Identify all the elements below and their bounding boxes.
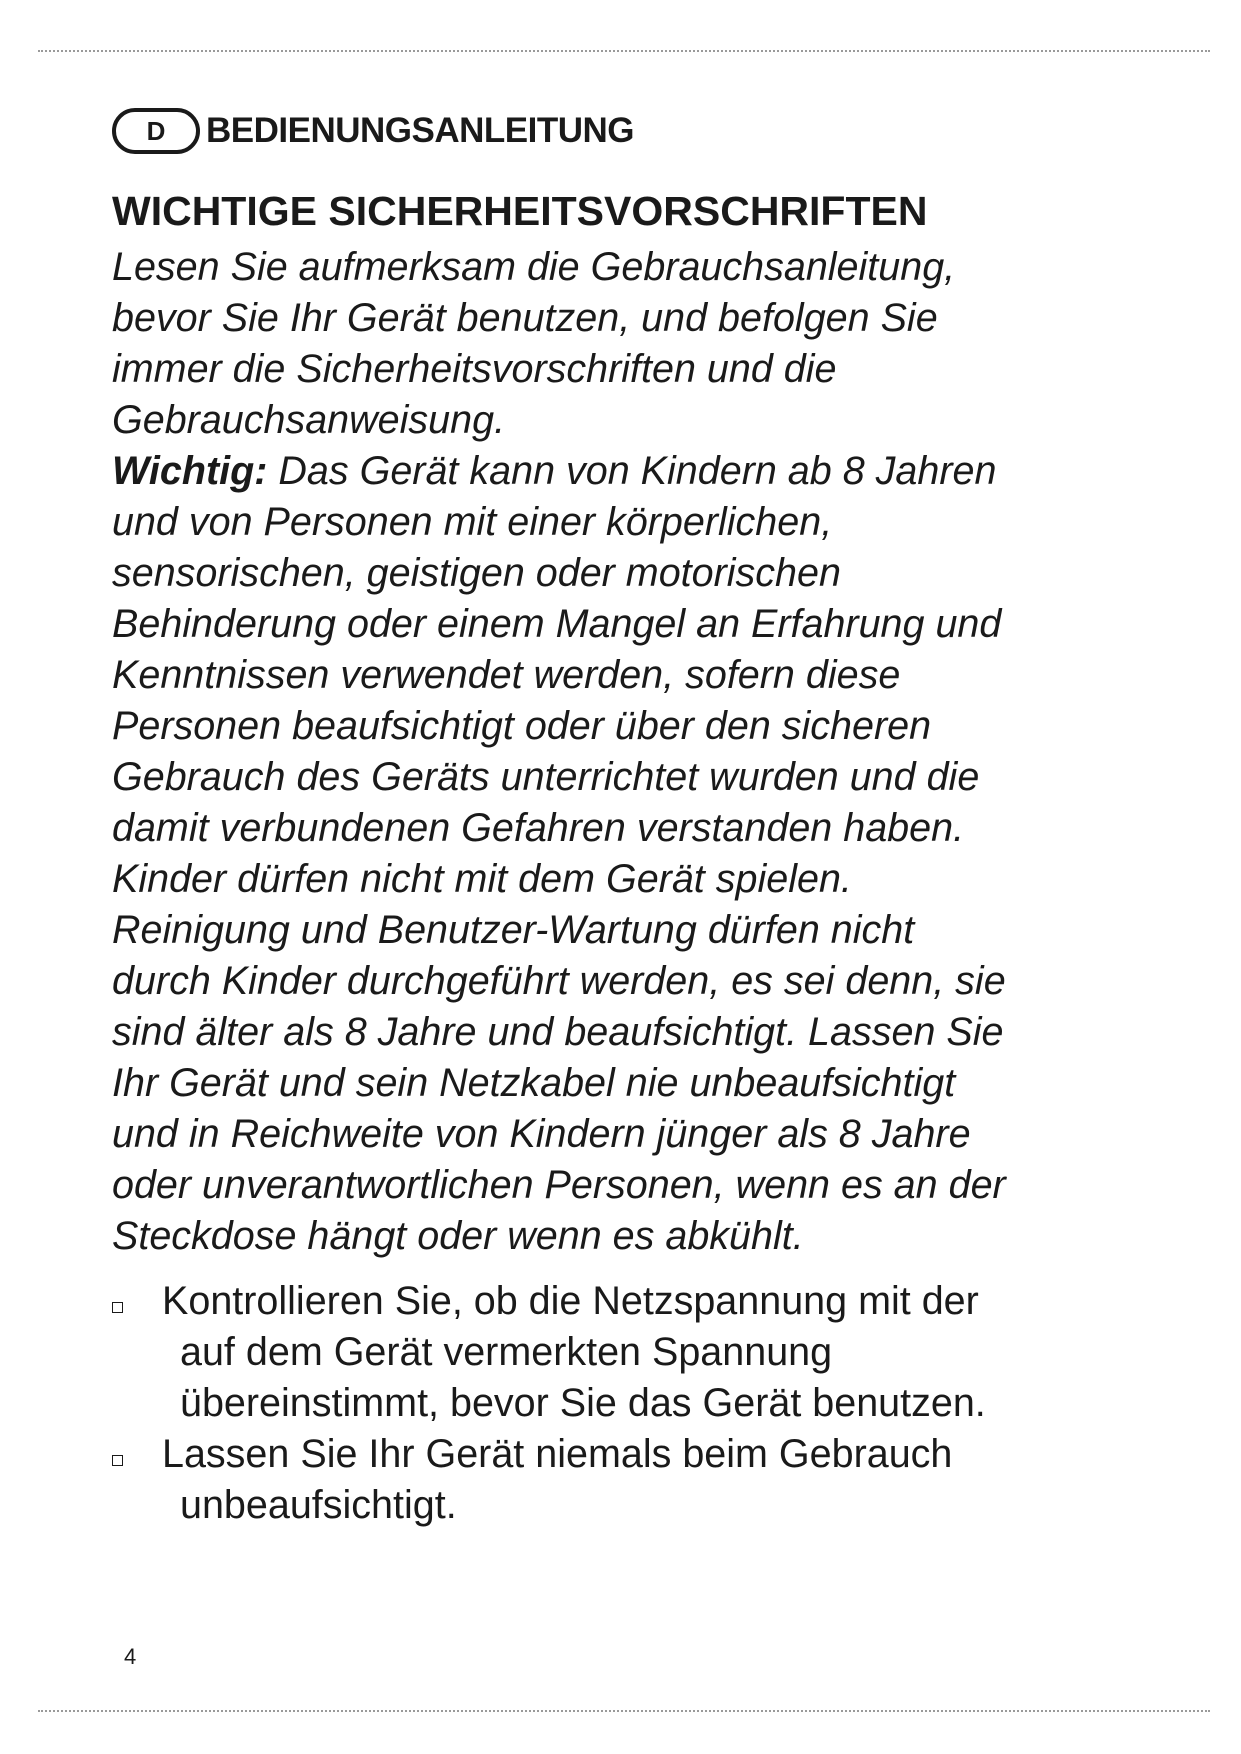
bullet-line: Kontrollieren Sie, ob die Netzspannung mit der bbox=[162, 1279, 979, 1323]
section-heading: WICHTIGE SICHERHEITSVORSCHRIFTEN bbox=[112, 188, 928, 234]
important-label: Wichtig: bbox=[112, 449, 268, 493]
important-line: Personen beaufsichtigt oder über den sicheren bbox=[112, 704, 932, 748]
list-item bbox=[112, 1276, 1132, 1429]
bottom-dotted-rule bbox=[38, 1710, 1210, 1712]
important-line: damit verbundenen Gefahren verstanden haben. bbox=[112, 806, 965, 850]
safety-section bbox=[112, 186, 1132, 1531]
intro-line: Gebrauchsanweisung. bbox=[112, 398, 506, 442]
bullet-line: unbeaufsichtigt. bbox=[180, 1483, 457, 1527]
manual-header bbox=[112, 108, 634, 154]
manual-title: BEDIENUNGSANLEITUNG bbox=[206, 111, 635, 150]
intro-paragraph bbox=[112, 242, 1132, 446]
intro-line: bevor Sie Ihr Gerät benutzen, und befolgen Sie bbox=[112, 296, 938, 340]
important-first-line bbox=[112, 446, 1132, 497]
intro-line: immer die Sicherheitsvorschriften und die bbox=[112, 347, 837, 391]
important-line: und in Reichweite von Kindern jünger als 8 Jahre bbox=[112, 1112, 971, 1156]
important-line: Kenntnissen verwendet werden, sofern diese bbox=[112, 653, 901, 697]
bullet-line: auf dem Gerät vermerkten Spannung bbox=[180, 1330, 833, 1374]
important-line: Behinderung oder einem Mangel an Erfahrung und bbox=[112, 602, 1002, 646]
important-line: oder unverantwortlichen Personen, wenn es an der bbox=[112, 1163, 1006, 1207]
important-line: Gebrauch des Geräts unterrichtet wurden und die bbox=[112, 755, 980, 799]
important-line-text: Das Gerät kann von Kindern ab 8 Jahren bbox=[267, 449, 997, 493]
top-dotted-rule bbox=[38, 50, 1210, 52]
important-line: Ihr Gerät und sein Netzkabel nie unbeaufsichtigt bbox=[112, 1061, 956, 1105]
important-line: Steckdose hängt oder wenn es abkühlt. bbox=[112, 1214, 804, 1258]
important-line: sensorischen, geistigen oder motorischen bbox=[112, 551, 841, 595]
important-line: sind älter als 8 Jahre und beaufsichtigt. Lassen Sie bbox=[112, 1010, 1004, 1054]
list-item bbox=[112, 1429, 1132, 1531]
checkbox-bullet-icon bbox=[112, 1455, 123, 1466]
language-badge: D bbox=[112, 108, 200, 154]
important-line: Kinder dürfen nicht mit dem Gerät spielen. bbox=[112, 857, 852, 901]
safety-bullet-list bbox=[112, 1276, 1132, 1531]
page-number: 4 bbox=[124, 1644, 137, 1669]
important-paragraph bbox=[112, 446, 1132, 1262]
bullet-line: Lassen Sie Ihr Gerät niemals beim Gebrauch bbox=[162, 1432, 953, 1476]
important-line: und von Personen mit einer körperlichen, bbox=[112, 500, 833, 544]
intro-line: Lesen Sie aufmerksam die Gebrauchsanleitung, bbox=[112, 245, 956, 289]
checkbox-bullet-icon bbox=[112, 1302, 123, 1313]
important-line: Reinigung und Benutzer-Wartung dürfen nicht bbox=[112, 908, 915, 952]
important-line: durch Kinder durchgeführt werden, es sei denn, sie bbox=[112, 959, 1006, 1003]
bullet-line: übereinstimmt, bevor Sie das Gerät benutzen. bbox=[180, 1381, 986, 1425]
